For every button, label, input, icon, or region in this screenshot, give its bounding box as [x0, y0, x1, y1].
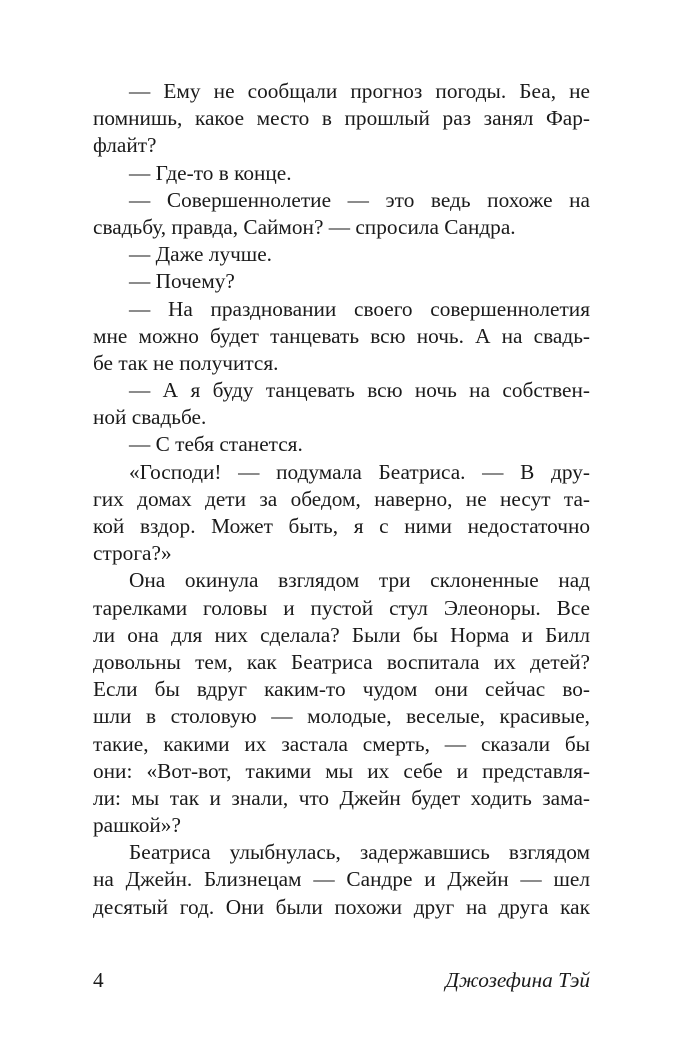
text-line: на Джейн. Близнецам — Сандре и Джейн — шел [93, 867, 590, 892]
text-line: свадьбу, правда, Саймон? — спросила Сандра. [93, 214, 516, 239]
text-line: Беатриса улыбнулась, задержавшись взглядом [129, 840, 590, 865]
text-line: они: «Вот-вот, такими мы их себе и представля- [93, 758, 590, 783]
text-line: — С тебя станется. [129, 432, 303, 457]
text-line: довольны тем, как Беатриса воспитала их детей? [93, 649, 590, 674]
text-line: — Даже лучше. [129, 242, 272, 267]
text-line: тарелками головы и пустой стул Элеоноры. Все [93, 595, 590, 620]
text-line: — А я буду танцевать всю ночь на собствен- [129, 378, 590, 403]
text-line: помнишь, какое место в прошлый раз занял Фар- [93, 106, 590, 131]
text-line: строга?» [93, 541, 172, 566]
text-line: «Господи! — подумала Беатриса. — В дру- [129, 459, 590, 484]
text-line: кой вздор. Может быть, я с ними недостаточно [93, 514, 590, 538]
page-body [93, 78, 590, 921]
text-line: ли: мы так и знали, что Джейн будет ходить зама- [93, 785, 590, 810]
text-line: ной свадьбе. [93, 405, 207, 430]
text-line: флайт? [93, 133, 157, 158]
text-line: — Почему? [129, 269, 235, 294]
text-line: — Где-то в конце. [129, 160, 292, 185]
text-line: Если бы вдруг каким-то чудом они сейчас во- [93, 677, 590, 702]
text-line: десятый год. Они были похожи друг на друга как [93, 894, 590, 919]
text-line: рашкой»? [93, 813, 181, 838]
text-line: — Ему не сообщали прогноз погоды. Беа, не [129, 79, 590, 103]
text-line: — Совершеннолетие — это ведь похоже на [129, 187, 590, 212]
running-author: Джозефина Тэй [445, 968, 590, 992]
text-line: — На праздновании своего совершеннолетия [129, 296, 590, 321]
text-line: гих домах дети за обедом, наверно, не несут та- [93, 486, 590, 511]
page-number: 4 [93, 968, 104, 992]
text-line: Она окинула взглядом три склоненные над [129, 568, 590, 593]
text-line: шли в столовую — молодые, веселые, красивые, [93, 704, 590, 729]
text-line: такие, какими их застала смерть, — сказали бы [93, 731, 590, 756]
text-line: ли она для них сделала? Были бы Норма и Билл [93, 622, 590, 647]
page-footer [93, 966, 590, 994]
text-line: бе так не получится. [93, 350, 279, 375]
text-line: мне можно будет танцевать всю ночь. А на свадь- [93, 323, 590, 348]
